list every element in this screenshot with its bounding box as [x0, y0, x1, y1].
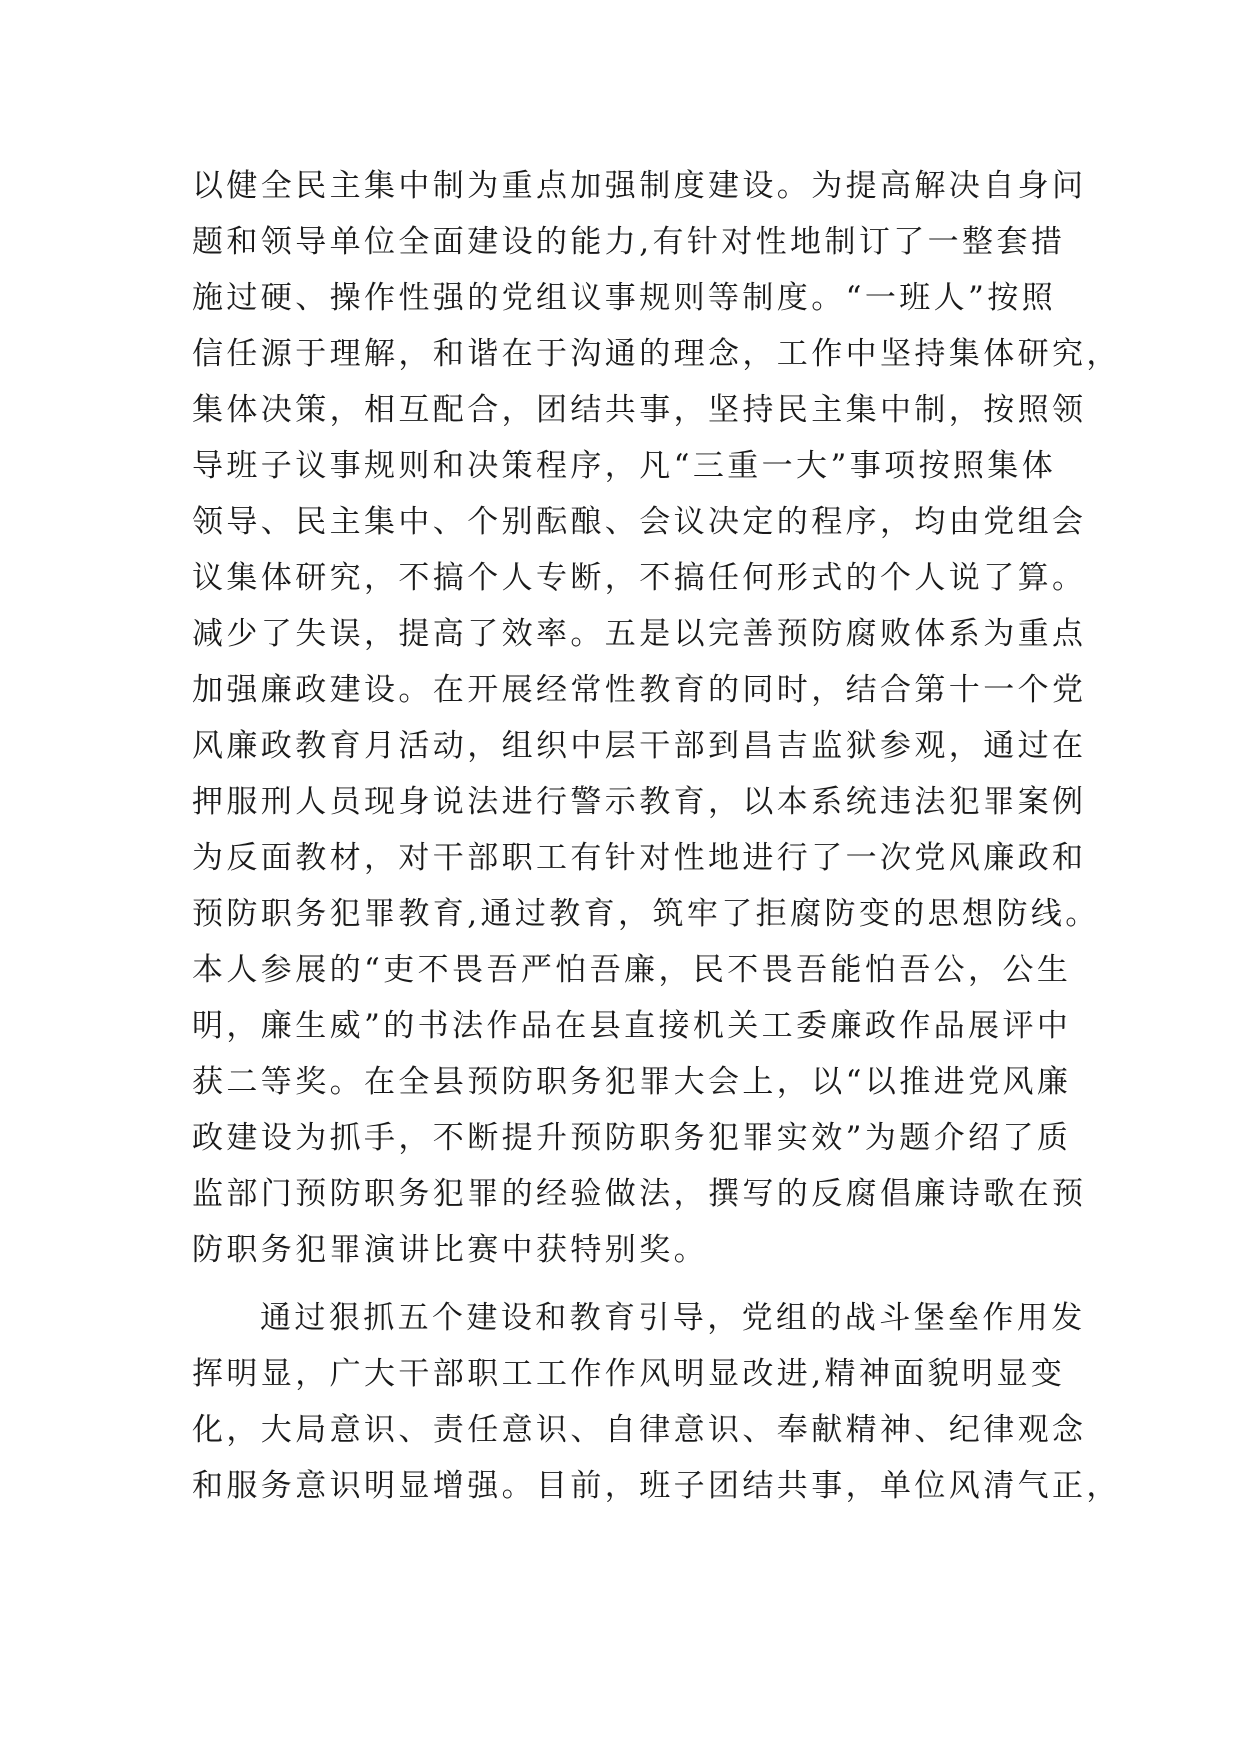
text-line: 施过硬、操作性强的党组议事规则等制度。“一班人”按照	[192, 280, 1057, 316]
text-line: 防职务犯罪演讲比赛中获特别奖。	[192, 1232, 708, 1268]
text-line: 化，大局意识、责任意识、自律意识、奉献精神、纪律观念	[192, 1412, 1087, 1448]
text-line: 政建设为抓手，不断提升预防职务犯罪实效”为题介绍了质	[192, 1120, 1072, 1156]
text-line: 风廉政教育月活动，组织中层干部到昌吉监狱参观，通过在	[192, 728, 1087, 764]
text-line: 减少了失误，提高了效率。五是以完善预防腐败体系为重点	[192, 616, 1087, 652]
body-text	[192, 158, 1121, 1514]
text-line: 获二等奖。在全县预防职务犯罪大会上，以“以推进党风廉	[192, 1064, 1072, 1100]
text-line: 预防职务犯罪教育,通过教育，筑牢了拒腐防变的思想防线。	[192, 896, 1100, 932]
text-line: 本人参展的“吏不畏吾严怕吾廉，民不畏吾能怕吾公，公生	[192, 952, 1072, 988]
paragraph-2	[192, 1290, 1121, 1514]
text-line: 领导、民主集中、个别酝酿、会议决定的程序，均由党组会	[192, 504, 1087, 540]
text-line: 挥明显，广大干部职工工作作风明显改进,精神面貌明显变	[192, 1356, 1066, 1392]
text-line: 押服刑人员现身说法进行警示教育，以本系统违法犯罪案例	[192, 784, 1087, 820]
text-line: 通过狠抓五个建设和教育引导，党组的战斗堡垒作用发	[260, 1300, 1086, 1336]
text-line: 明，廉生威”的书法作品在县直接机关工委廉政作品展评中	[192, 1008, 1072, 1044]
text-line: 导班子议事规则和决策程序，凡“三重一大”事项按照集体	[192, 448, 1057, 484]
text-line: 信任源于理解，和谐在于沟通的理念，工作中坚持集体研究，	[192, 336, 1121, 372]
text-line: 以健全民主集中制为重点加强制度建设。为提高解决自身问	[192, 168, 1087, 204]
text-line: 题和领导单位全面建设的能力,有针对性地制订了一整套措	[192, 224, 1066, 260]
text-line: 议集体研究，不搞个人专断，不搞任何形式的个人说了算。	[192, 560, 1087, 596]
paragraph-1	[192, 158, 1121, 1278]
text-line: 和服务意识明显增强。目前，班子团结共事，单位风清气正，	[192, 1468, 1121, 1504]
text-line: 加强廉政建设。在开展经常性教育的同时，结合第十一个党	[192, 672, 1087, 708]
text-line: 监部门预防职务犯罪的经验做法，撰写的反腐倡廉诗歌在预	[192, 1176, 1087, 1212]
text-line: 为反面教材，对干部职工有针对性地进行了一次党风廉政和	[192, 840, 1087, 876]
text-line: 集体决策，相互配合，团结共事，坚持民主集中制，按照领	[192, 392, 1087, 428]
